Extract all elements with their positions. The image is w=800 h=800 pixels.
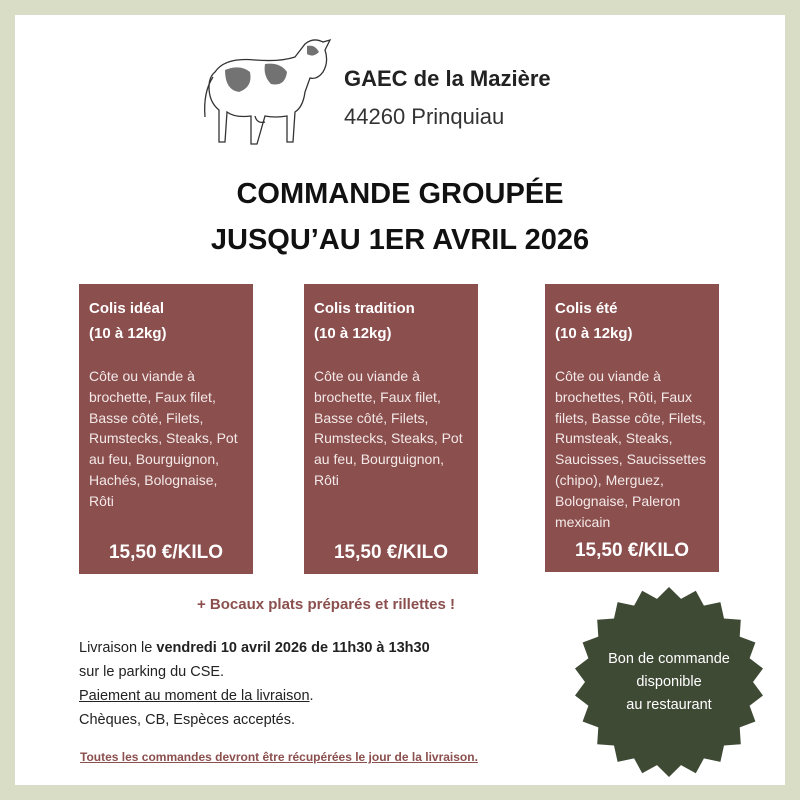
package-items: Côte ou viande à brochette, Faux filet, Basse côté, Filets, Rumstecks, Steaks, Pot au feu, Bourguignon, Rôti xyxy=(314,368,463,488)
package-name: Colis été xyxy=(555,300,618,317)
extra-offer: + Bocaux plats préparés et rillettes ! xyxy=(196,596,456,613)
package-weight: (10 à 12kg) xyxy=(89,325,167,342)
badge-line2: disponible xyxy=(636,674,702,690)
delivery-date: vendredi 10 avril 2026 de 11h30 à 13h30 xyxy=(156,640,430,656)
order-form-badge-text xyxy=(574,648,764,717)
badge-line1: Bon de commande xyxy=(608,651,730,667)
payment-period: . xyxy=(309,688,314,704)
pickup-footnote: Toutes les commandes devront être récupérées le jour de la livraison. xyxy=(80,750,478,764)
payment-methods: Chèques, CB, Espèces acceptés. xyxy=(79,712,296,728)
payment-note: Paiement au moment de la livraison xyxy=(79,688,310,704)
package-price: 15,50 €/KILO xyxy=(333,542,449,563)
package-price: 15,50 €/KILO xyxy=(108,542,224,563)
package-price: 15,50 €/KILO xyxy=(574,540,690,561)
page-title-line2: JUSQU’AU 1ER AVRIL 2026 xyxy=(210,224,590,256)
package-name: Colis tradition xyxy=(314,300,415,317)
delivery-location: sur le parking du CSE. xyxy=(79,664,225,680)
badge-line3: au restaurant xyxy=(626,697,712,713)
package-weight: (10 à 12kg) xyxy=(555,325,633,342)
package-card-ideal xyxy=(79,284,253,574)
package-card-ete xyxy=(545,284,719,572)
package-card-tradition xyxy=(304,284,478,574)
package-name: Colis idéal xyxy=(89,300,165,317)
cow-illustration xyxy=(195,32,340,157)
page-title-line1: COMMANDE GROUPÉE xyxy=(236,178,564,210)
delivery-prefix: Livraison le xyxy=(79,640,157,656)
delivery-info xyxy=(79,636,430,732)
package-items: Côte ou viande à brochettes, Rôti, Faux filets, Basse côte, Filets, Rumsteak, Steaks, Saucisses, Saucissettes (chipo), Merguez, Bolognaise, Paleron mexicain xyxy=(555,368,706,530)
package-items: Côte ou viande à brochette, Faux filet, Basse côté, Filets, Rumstecks, Steaks, Pot au feu, Bourguignon, Hachés, Bolognaise, Rôti xyxy=(89,368,238,509)
package-weight: (10 à 12kg) xyxy=(314,325,392,342)
farm-name: GAEC de la Mazière xyxy=(344,66,551,91)
farm-city: 44260 Prinquiau xyxy=(344,104,505,129)
